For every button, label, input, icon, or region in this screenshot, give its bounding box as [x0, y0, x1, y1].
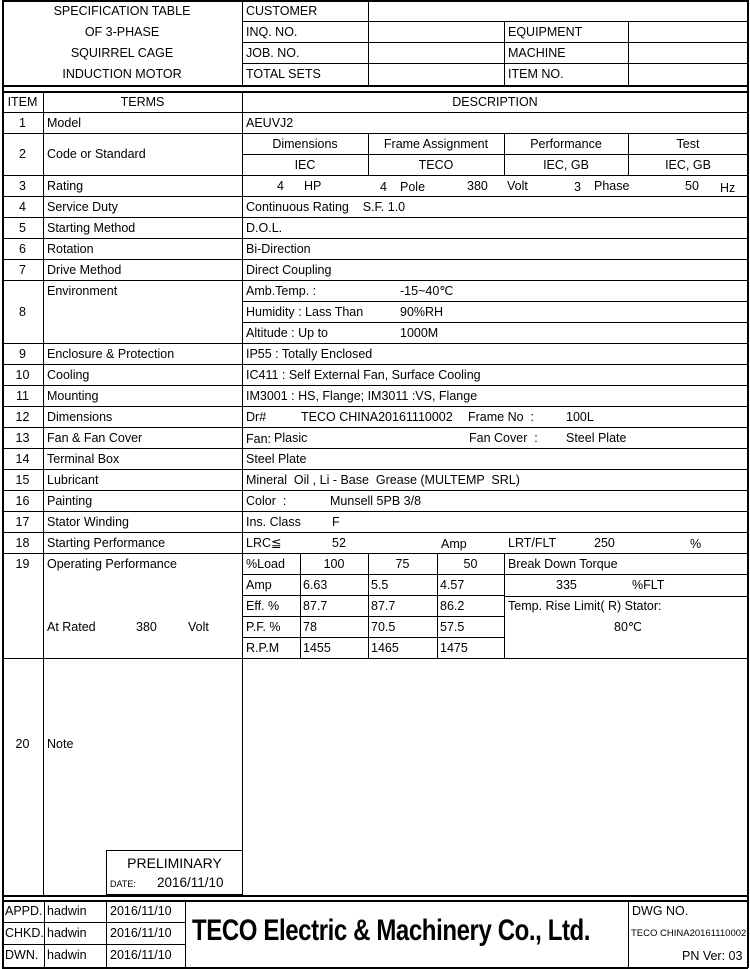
- service-duty-value: Continuous Rating S.F. 1.0: [246, 200, 406, 214]
- lrt-flt-value: 250: [594, 536, 615, 550]
- perf-row-label: %Load: [246, 557, 285, 571]
- item-number: 14: [15, 452, 30, 466]
- fan-value: Plasic: [274, 431, 308, 445]
- footer-top: [2, 900, 748, 902]
- item-no-label: ITEM NO.: [508, 67, 564, 81]
- env-value: -15~40℃: [400, 284, 454, 298]
- fan-cover-value: Steel Plate: [566, 431, 627, 445]
- frame-top: [2, 0, 748, 2]
- term-label: Service Duty: [47, 200, 118, 214]
- enclosure-value: IP55 : Totally Enclosed: [246, 347, 373, 361]
- row-line: [242, 154, 748, 155]
- perf-cell: 1465: [371, 641, 399, 655]
- preliminary-date-label: DATE:: [110, 879, 136, 889]
- break-down-torque-label: Break Down Torque: [508, 557, 618, 571]
- term-label: Note: [47, 737, 74, 751]
- item-number: 15: [15, 473, 30, 487]
- standard-col-head: Performance: [530, 137, 602, 151]
- term-label: Lubricant: [47, 473, 99, 487]
- term-label: Starting Method: [47, 221, 136, 235]
- preliminary-label: PRELIMINARY: [127, 855, 222, 871]
- item-number: 4: [19, 200, 26, 214]
- term-label: Dimensions: [47, 410, 113, 424]
- doc-title-line: OF 3-PHASE: [84, 25, 160, 39]
- term-label: Code or Standard: [47, 147, 146, 161]
- term-label: Drive Method: [47, 263, 122, 277]
- break-down-torque-value: 335: [556, 578, 577, 592]
- term-label: Fan & Fan Cover: [47, 431, 143, 445]
- lrt-flt-percent: %: [690, 537, 702, 551]
- equipment-label: EQUIPMENT: [508, 25, 583, 39]
- item-number: 3: [19, 179, 26, 193]
- sign-date: 2016/11/10: [110, 926, 172, 940]
- item-number: 11: [16, 389, 29, 403]
- doc-title-line: SQUIRREL CAGE: [70, 46, 174, 60]
- job-no-label: JOB. NO.: [246, 46, 300, 60]
- foot-col: [44, 900, 45, 968]
- machine-label: MACHINE: [508, 46, 566, 60]
- lrc-value: 52: [332, 536, 346, 550]
- inq-no-label: INQ. NO.: [246, 25, 298, 39]
- hdr-line: [242, 21, 748, 22]
- rating-volt-unit: Volt: [507, 179, 528, 193]
- item-number: 20: [15, 737, 30, 751]
- item-number: 10: [15, 368, 30, 382]
- term-label: Operating Performance: [47, 557, 177, 571]
- starting-method-value: D.O.L.: [246, 221, 283, 235]
- doc-title-line: INDUCTION MOTOR: [62, 67, 182, 81]
- env-label: Humidity : Lass Than: [246, 305, 364, 319]
- item-number: 13: [15, 431, 30, 445]
- rating-hp-unit: HP: [304, 179, 322, 193]
- perf-cell: 50: [463, 557, 478, 571]
- temp-rise-value: 80℃: [614, 620, 642, 634]
- standard-value: IEC, GB: [543, 158, 589, 172]
- col-head-description: DESCRIPTION: [452, 95, 538, 109]
- mounting-value: IM3001 : HS, Flange; IM3011 :VS, Flange: [246, 389, 478, 403]
- dwg-no-label: DWG NO.: [632, 904, 689, 918]
- sign-role: APPD.: [5, 904, 43, 918]
- hdr-col: [504, 21, 505, 86]
- env-label: Altitude : Up to: [246, 326, 328, 340]
- col-terms: [242, 91, 243, 896]
- term-label: Stator Winding: [47, 515, 129, 529]
- item-number: 17: [15, 515, 30, 529]
- fan-cover-label: Fan Cover :: [469, 431, 538, 445]
- row-line: [2, 553, 748, 554]
- total-sets-label: TOTAL SETS: [246, 67, 321, 81]
- model-value: AEUVJ2: [246, 116, 294, 130]
- col-head-terms: TERMS: [120, 95, 165, 109]
- dr-label: Dr#: [246, 410, 267, 424]
- perf-cell: 5.5: [371, 578, 389, 592]
- term-label: Starting Performance: [47, 536, 166, 550]
- row-line: [242, 301, 748, 302]
- lrc-label: LRC≦: [246, 536, 282, 550]
- item-number: 2: [19, 147, 26, 161]
- terminal-box-value: Steel Plate: [246, 452, 307, 466]
- lubricant-value: Mineral Oil , Li - Base Grease (MULTEMP SRL): [246, 473, 520, 487]
- cooling-value: IC411 : Self External Fan, Surface Cooling: [246, 368, 481, 382]
- row-line: [2, 448, 748, 449]
- term-label: Enclosure & Protection: [47, 347, 175, 361]
- hdr-col: [242, 0, 243, 86]
- paint-label: Color :: [246, 494, 287, 508]
- fan-label: Fan:: [246, 432, 272, 446]
- item-number: 8: [19, 305, 26, 319]
- row-line: [2, 196, 748, 197]
- item-number: 18: [15, 536, 30, 550]
- standard-value: IEC, GB: [665, 158, 711, 172]
- env-label: Amb.Temp. :: [246, 284, 317, 298]
- perf-cell: 1455: [303, 641, 331, 655]
- table-bottom: [2, 895, 748, 897]
- frame-no-label: Frame No :: [468, 410, 534, 424]
- row-line: [2, 511, 748, 512]
- perf-cell: 1475: [440, 641, 468, 655]
- term-label: Model: [47, 116, 82, 130]
- row-line: [2, 532, 748, 533]
- rating-volt: 380: [467, 179, 488, 193]
- standard-value: IEC: [294, 158, 316, 172]
- standard-value: TECO: [418, 158, 454, 172]
- hdr-line: [242, 63, 748, 64]
- term-label: Rating: [47, 179, 84, 193]
- perf-line: [242, 637, 504, 638]
- sign-date: 2016/11/10: [110, 904, 172, 918]
- item-number: 9: [19, 347, 26, 361]
- at-rated-unit: Volt: [188, 620, 209, 634]
- perf-cell: 100: [323, 557, 345, 571]
- item-number: 16: [15, 494, 30, 508]
- at-rated-value: 380: [136, 620, 157, 634]
- term-label: Mounting: [47, 389, 99, 403]
- perf-cell: 57.5: [440, 620, 465, 634]
- hdr-col: [628, 21, 629, 86]
- item-number: 19: [15, 557, 30, 571]
- perf-cell: 75: [395, 557, 410, 571]
- perf-row-label: P.F. %: [246, 620, 281, 634]
- row-line: [2, 175, 748, 176]
- lrt-flt-label: LRT/FLT: [508, 536, 557, 550]
- sign-name: hadwin: [47, 948, 87, 962]
- item-number: 6: [19, 242, 26, 256]
- lrc-amp-label: Amp: [441, 537, 467, 551]
- term-label: Rotation: [47, 242, 94, 256]
- perf-cell: 6.63: [303, 578, 328, 592]
- row-line: [2, 364, 748, 365]
- col-item: [43, 91, 44, 896]
- foot-line: [2, 922, 185, 923]
- perf-col: [504, 553, 505, 658]
- term-label: Painting: [47, 494, 93, 508]
- perf-cell: 70.5: [371, 620, 396, 634]
- item-number: 5: [19, 221, 26, 235]
- dr-value: TECO CHINA20161110002: [301, 410, 453, 424]
- hdr-col: [368, 0, 369, 86]
- drive-method-value: Direct Coupling: [246, 263, 332, 277]
- row-line: [2, 238, 748, 239]
- row-line: [2, 217, 748, 218]
- paint-value: Munsell 5PB 3/8: [330, 494, 422, 508]
- hdr-bottom: [2, 85, 748, 87]
- rating-hz-unit: Hz: [720, 181, 736, 195]
- col-head-item: ITEM: [7, 95, 38, 109]
- perf-line: [242, 574, 748, 575]
- standard-col-head: Dimensions: [272, 137, 338, 151]
- row-line: [2, 427, 748, 428]
- perf-cell: 86.2: [440, 599, 465, 613]
- foot-col: [106, 900, 107, 968]
- perf-row-label: Amp: [246, 578, 272, 592]
- sign-role: CHKD.: [5, 926, 44, 940]
- perf-cell: 78: [303, 620, 317, 634]
- rating-hp: 4: [277, 179, 284, 193]
- row-line: [2, 385, 748, 386]
- sign-name: hadwin: [47, 926, 87, 940]
- row-line: [2, 259, 748, 260]
- env-value: 1000M: [400, 326, 439, 340]
- pn-version: PN Ver: 03: [682, 949, 743, 963]
- term-label: Environment: [47, 284, 118, 298]
- rating-hz: 50: [685, 179, 699, 193]
- dwg-no-value: TECO CHINA20161110002: [631, 928, 747, 939]
- rating-pole: 4: [380, 180, 387, 194]
- row-line: [242, 322, 748, 323]
- perf-cell: 87.7: [371, 599, 396, 613]
- preliminary-stamp: [106, 850, 243, 895]
- perf-row-label: Eff. %: [246, 599, 280, 613]
- rating-phase-unit: Phase: [594, 179, 630, 193]
- term-label: Cooling: [47, 368, 90, 382]
- row-line: [2, 343, 748, 344]
- perf-line: [242, 616, 504, 617]
- rating-pole-unit: Pole: [400, 180, 426, 194]
- standard-col-head: Test: [676, 137, 700, 151]
- row-line: [2, 658, 748, 659]
- ins-class-label: Ins. Class: [246, 515, 301, 529]
- perf-line: [504, 596, 748, 597]
- item-number: 1: [19, 116, 26, 130]
- foot-col: [185, 900, 186, 968]
- at-rated-label: At Rated: [47, 620, 96, 634]
- sign-role: DWN.: [5, 948, 39, 962]
- customer-label: CUSTOMER: [246, 4, 318, 18]
- rotation-value: Bi-Direction: [246, 242, 311, 256]
- perf-cell: 4.57: [440, 578, 465, 592]
- perf-line: [242, 595, 504, 596]
- row-line: [2, 133, 748, 134]
- frame-no-value: 100L: [566, 410, 594, 424]
- ins-class-value: F: [332, 515, 340, 529]
- foot-col: [628, 900, 629, 968]
- doc-title-line: SPECIFICATION TABLE: [53, 4, 191, 18]
- perf-cell: 87.7: [303, 599, 328, 613]
- row-line: [2, 469, 748, 470]
- row-line: [2, 112, 748, 113]
- term-label: Terminal Box: [47, 452, 120, 466]
- temp-rise-label: Temp. Rise Limit( R) Stator:: [508, 599, 662, 613]
- perf-row-label: R.P.M: [246, 641, 280, 655]
- hdr-line: [242, 42, 748, 43]
- env-value: 90%RH: [400, 305, 444, 319]
- table-top: [2, 91, 748, 93]
- sign-date: 2016/11/10: [110, 948, 172, 962]
- row-line: [2, 490, 748, 491]
- item-number: 12: [15, 410, 30, 424]
- foot-line: [2, 944, 185, 945]
- sign-name: hadwin: [47, 904, 87, 918]
- rating-phase: 3: [574, 180, 581, 194]
- standard-col-head: Frame Assignment: [383, 137, 489, 151]
- preliminary-date: 2016/11/10: [157, 875, 224, 890]
- item-number: 7: [19, 263, 26, 277]
- break-down-torque-unit: %FLT: [632, 578, 665, 592]
- row-line: [2, 280, 748, 281]
- company-name: TECO Electric & Machinery Co., Ltd.: [192, 914, 591, 947]
- row-line: [2, 406, 748, 407]
